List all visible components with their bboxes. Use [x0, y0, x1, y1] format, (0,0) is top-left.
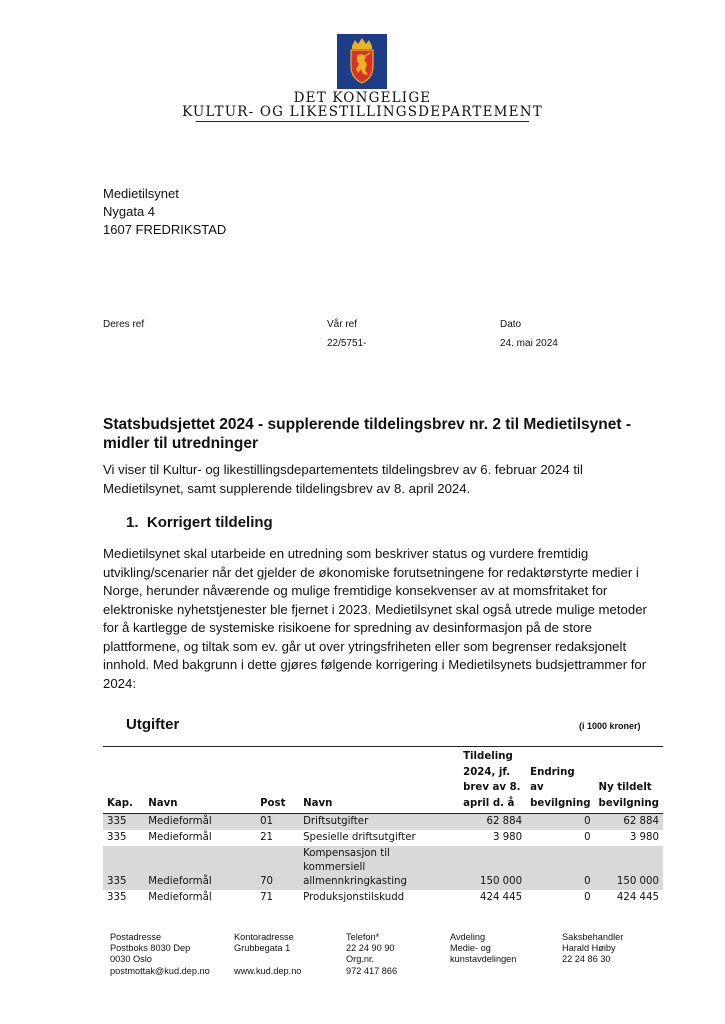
footer-saksbehandler	[562, 932, 623, 966]
cell-tildeling: 3 980	[492, 832, 523, 843]
cell-post: 21	[260, 832, 274, 843]
footer-telefon-label: Telefon*	[346, 932, 380, 942]
col-tildeling: Tildeling 2024, jf. brev av 8. april d. å	[463, 751, 521, 809]
dato-value: 24. mai 2024	[500, 338, 558, 349]
table-heading: Utgifter	[126, 716, 180, 733]
cell-postnavn: Produksjonstilskudd	[303, 892, 405, 903]
footer-email-link[interactable]: postmottak@kud.dep.no	[110, 965, 210, 976]
col-endring: Endring av bevilgning	[530, 766, 591, 809]
cell-postnavn: Kompensasjon til kommersiell allmennkringkasting	[299, 846, 459, 890]
cell-kap: 335	[107, 892, 127, 903]
footer-avdeling	[450, 932, 516, 966]
dato-label: Dato	[500, 319, 522, 330]
col-ny: Ny tildelt bevilgning	[598, 782, 659, 809]
section-number: 1.	[126, 514, 139, 531]
cell-tildeling: 424 445	[480, 892, 523, 903]
recipient-city: 1607 FREDRIKSTAD	[103, 222, 227, 237]
cell-navn: Medieformål	[144, 846, 256, 890]
cell-endring: 0	[584, 892, 591, 903]
cell-navn: Medieformål	[148, 892, 212, 903]
cell-kap: 335	[103, 846, 144, 890]
cell-ny: 3 980	[629, 832, 659, 843]
col-post: Post	[260, 797, 286, 809]
cell-ny: 150 000	[595, 846, 663, 890]
footer-postadresse-label: Postadresse	[110, 932, 162, 942]
cell-ny: 424 445	[616, 892, 659, 903]
section-title: Korrigert tildeling	[146, 514, 273, 531]
letter-paragraph: Medietilsynet skal utarbeide en utredning som beskriver status og vurdere fremtidig utvikling/scenarier når det gjelder de økonomiske forutsetningene for redaktørstyrte medier i Norge, herunder nåværende og mulige fremtidige konsekvenser av at momsfritaket for elektroniske nyhetstjenester ble fjernet i 2023. Medietilsynet skal også utrede mulige metoder for å kartlegge de systemiske risikoene for spredning av desinformasjon på de store plattformene, og tiltak som ev. går ut over ytringsfriheten eller som begrenser redaksjonelt innhold. Med bakgrunn i dette gjøres følgende korrigering i Medietilsynets budsjettrammer for 2024:	[103, 546, 647, 691]
footer-saksbehandler-phone: 22 24 86 30	[562, 954, 611, 965]
footer-orgnr-label: Org.nr.	[346, 954, 375, 965]
header-divider	[196, 121, 529, 122]
footer-spacer	[234, 954, 301, 965]
cell-kap: 335	[103, 814, 144, 831]
cell-kap: 335	[107, 832, 127, 843]
cell-tildeling: 150 000	[459, 846, 526, 890]
footer-avdeling-line2: kunstavdelingen	[450, 954, 517, 965]
footer-postadresse	[110, 932, 210, 977]
cell-endring: 0	[584, 832, 591, 843]
cell-post: 71	[260, 892, 274, 903]
table-unit: (i 1000 kroner)	[579, 721, 641, 731]
footer-orgnr-value: 972 417 866	[346, 965, 398, 976]
recipient-street: Nygata 4	[103, 204, 156, 219]
table-row	[103, 830, 663, 846]
cell-endring: 0	[526, 814, 594, 831]
royal-crest-logo	[337, 34, 387, 89]
letter-intro: Vi viser til Kultur- og likestillingsdepartementets tildelingsbrev av 6. februar 2024 til Medietilsynet, samt supplerende tildelingsbrev av 8. april 2024.	[103, 462, 583, 496]
cell-postnavn: Spesielle driftsutgifter	[303, 832, 416, 843]
col-kap: Kap.	[107, 797, 133, 809]
var-ref-value: 22/5751-	[327, 338, 367, 349]
cell-navn: Medieformål	[148, 832, 212, 843]
var-ref-label: Vår ref	[327, 319, 358, 330]
footer-avdeling-line1: Medie- og	[450, 943, 491, 954]
footer-postnummer: 0030 Oslo	[110, 954, 152, 965]
footer-kontoradresse-label: Kontoradresse	[234, 932, 294, 942]
letter-title: Statsbudsjettet 2024 - supplerende tildelingsbrev nr. 2 til Medietilsynet - midler til utredninger	[103, 416, 631, 452]
footer-saksbehandler-name: Harald Høiby	[562, 943, 616, 954]
cell-tildeling: 62 884	[459, 814, 526, 831]
footer-kontoradresse	[234, 932, 301, 977]
table-row	[103, 890, 663, 906]
cell-post: 70	[256, 846, 299, 890]
recipient-name: Medietilsynet	[103, 186, 179, 201]
department-name-line2: KULTUR- OG LIKESTILLINGSDEPARTEMENT	[182, 104, 543, 120]
section-heading	[126, 514, 273, 531]
footer-street: Grubbegata 1	[234, 943, 291, 954]
deres-ref-label: Deres ref	[103, 319, 145, 330]
budget-table	[103, 746, 663, 906]
table-row	[103, 846, 663, 890]
cell-postnavn: Driftsutgifter	[299, 814, 459, 831]
cell-post: 01	[256, 814, 299, 831]
footer-telefon	[346, 932, 397, 977]
cell-navn: Medieformål	[144, 814, 256, 831]
col-navn: Navn	[148, 797, 178, 809]
footer-telefon-number: 22 24 90 90	[346, 943, 395, 954]
footer-postboks: Postboks 8030 Dep	[110, 943, 191, 954]
table-row	[103, 814, 663, 831]
footer-website-link[interactable]: www.kud.dep.no	[234, 965, 302, 976]
department-name-line1: DET KONGELIGE	[293, 90, 432, 106]
cell-ny: 62 884	[595, 814, 663, 831]
col-postnavn: Navn	[303, 797, 333, 809]
footer-saksbehandler-label: Saksbehandler	[562, 932, 624, 942]
cell-endring: 0	[526, 846, 594, 890]
footer-avdeling-label: Avdeling	[450, 932, 486, 942]
table-header-row	[103, 747, 663, 814]
